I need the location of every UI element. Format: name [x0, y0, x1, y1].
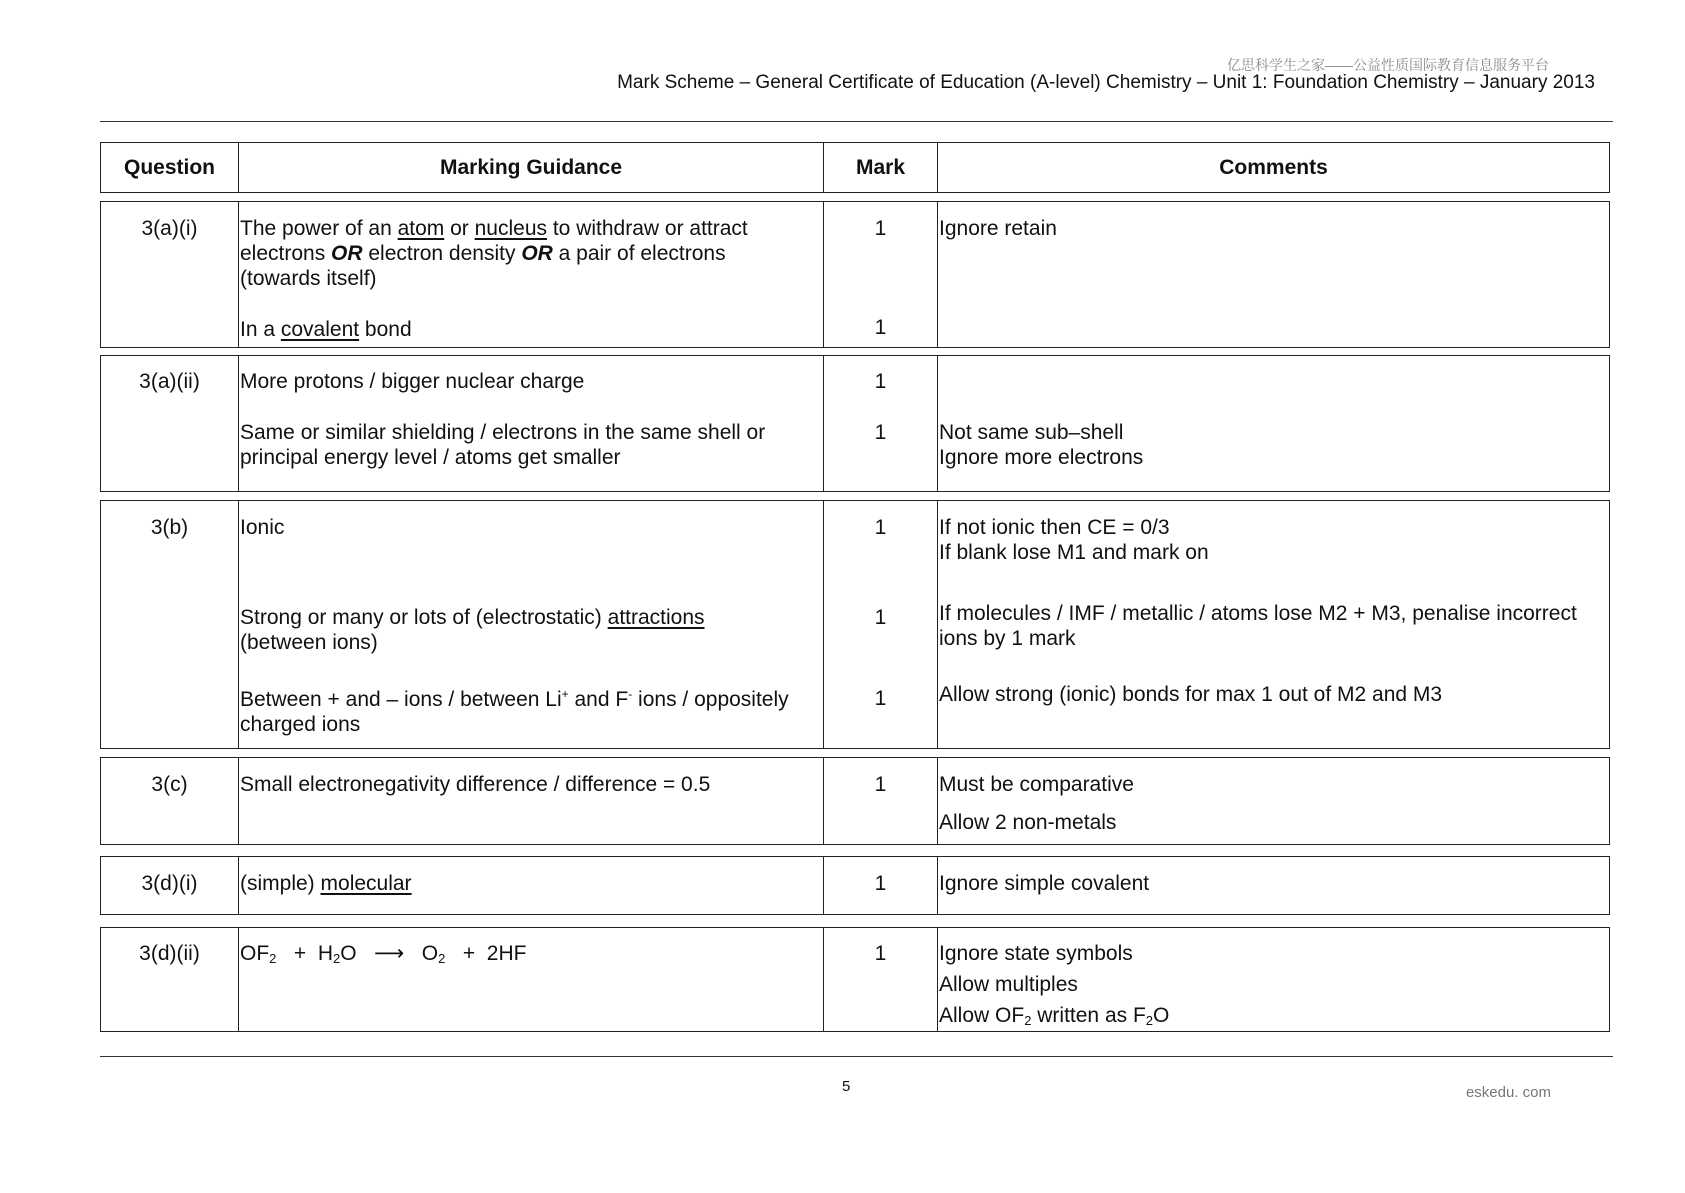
- question-cell: [101, 202, 239, 347]
- comment-line: Allow strong (ionic) bonds for max 1 out of M2 and M3: [939, 683, 1443, 706]
- guidance-line: charged ions: [240, 713, 361, 736]
- mark-cell: [824, 202, 938, 347]
- question-number: 3(a)(ii): [139, 370, 200, 393]
- guidance-cell: [239, 501, 824, 748]
- guidance-line: Same or similar shielding / electrons in the same shell or: [240, 421, 766, 444]
- guidance-line: (towards itself): [240, 267, 377, 290]
- guidance-cell: [239, 758, 824, 844]
- comment-line: If molecules / IMF / metallic / atoms lose M2 + M3, penalise incorrect: [939, 602, 1577, 625]
- table-row: [100, 201, 1610, 348]
- comment-line: ions by 1 mark: [939, 627, 1076, 650]
- mark-value: 1: [874, 516, 887, 539]
- question-cell: [101, 758, 239, 844]
- header-mark: Mark: [855, 156, 906, 179]
- comment-line: If not ionic then CE = 0/3: [939, 516, 1170, 539]
- guidance-line: Small electronegativity difference / difference = 0.5: [240, 773, 711, 796]
- mark-cell: [824, 501, 938, 748]
- comments-cell: [938, 501, 1609, 748]
- guidance-line: electrons OR electron density OR a pair of electrons: [240, 242, 726, 265]
- table-row: [100, 355, 1610, 492]
- comment-line: Not same sub–shell: [939, 421, 1124, 444]
- header-cell-comments: [938, 143, 1609, 192]
- guidance-cell: [239, 356, 824, 491]
- comment-line: Must be comparative: [939, 773, 1134, 796]
- top-divider: [100, 121, 1613, 122]
- mark-value: 1: [874, 773, 887, 796]
- mark-value: 1: [874, 606, 887, 629]
- guidance-line: Strong or many or lots of (electrostatic) attractions: [240, 606, 705, 629]
- comment-line: Ignore state symbols: [939, 942, 1133, 965]
- header-cell-guidance: [239, 143, 824, 192]
- question-cell: [101, 356, 239, 491]
- mark-cell: [824, 928, 938, 1031]
- reaction-arrow-icon: ⟶: [374, 942, 405, 965]
- mark-cell: [824, 356, 938, 491]
- comment-line: Allow $OF_2$ written as $F_2O$: [939, 1004, 1170, 1028]
- comments-cell: [938, 356, 1609, 491]
- header-question: Question: [123, 156, 215, 179]
- guidance-line: Ionic: [240, 516, 285, 539]
- footer-site-text: eskedu. com: [1465, 1084, 1551, 1101]
- question-number: 3(a)(i): [141, 217, 198, 240]
- comment-line: Ignore simple covalent: [939, 872, 1150, 895]
- guidance-line: Between + and – ions / between Li+ and F- ions / oppositely: [240, 687, 789, 711]
- comments-cell: [938, 202, 1609, 347]
- mark-value: 1: [874, 370, 887, 393]
- header-cell-mark: [824, 143, 938, 192]
- question-cell: [101, 501, 239, 748]
- mark-value: 1: [874, 942, 887, 965]
- question-number: 3(b): [150, 516, 189, 539]
- page-number: 5: [842, 1078, 851, 1095]
- comments-cell: [938, 758, 1609, 844]
- guidance-cell: [239, 928, 824, 1031]
- header-cell-question: [101, 143, 239, 192]
- question-number: 3(c): [151, 773, 188, 796]
- bottom-divider: [100, 1056, 1613, 1057]
- question-cell: [101, 928, 239, 1031]
- guidance-line: The power of an atom or nucleus to withdraw or attract: [240, 217, 748, 240]
- mark-value: 1: [874, 217, 887, 240]
- guidance-line: (simple) molecular: [240, 872, 412, 895]
- watermark-text: 亿思科学生之家——公益性质国际教育信息服务平台: [1227, 57, 1549, 73]
- mark-cell: [824, 857, 938, 914]
- mark-cell: [824, 758, 938, 844]
- header-comments: Comments: [1219, 156, 1328, 179]
- comment-line: Allow multiples: [939, 973, 1078, 996]
- table-header-row: [100, 142, 1610, 193]
- guidance-line: principal energy level / atoms get smaller: [240, 446, 621, 469]
- table-row: [100, 927, 1610, 1032]
- comment-line: Ignore retain: [939, 217, 1057, 240]
- comment-line: Ignore more electrons: [939, 446, 1144, 469]
- mark-value: 1: [874, 421, 887, 444]
- table-row: [100, 856, 1610, 915]
- question-number: 3(d)(ii): [139, 942, 200, 965]
- table-row: [100, 500, 1610, 749]
- guidance-cell: [239, 857, 824, 914]
- document-title: Mark Scheme – General Certificate of Education (A-level) Chemistry – Unit 1: Foundation Chemistry – January 2013: [617, 72, 1595, 93]
- mark-value: 1: [874, 872, 887, 895]
- mark-value: 1: [874, 316, 887, 339]
- guidance-cell: [239, 202, 824, 347]
- guidance-line: More protons / bigger nuclear charge: [240, 370, 585, 393]
- question-number: 3(d)(i): [141, 872, 198, 895]
- guidance-line: In a covalent bond: [240, 318, 412, 341]
- comments-cell: [938, 857, 1609, 914]
- table-row: [100, 757, 1610, 845]
- question-cell: [101, 857, 239, 914]
- guidance-line: (between ions): [240, 631, 378, 654]
- comment-line: If blank lose M1 and mark on: [939, 541, 1209, 564]
- mark-value: 1: [874, 687, 887, 710]
- chemical-equation: $OF_2$ + $H_2O$ ⟶ $O_2$ + 2HF: [240, 942, 527, 966]
- header-guidance: Marking Guidance: [439, 156, 623, 179]
- comment-line: Allow 2 non-metals: [939, 811, 1117, 834]
- comments-cell: [938, 928, 1609, 1031]
